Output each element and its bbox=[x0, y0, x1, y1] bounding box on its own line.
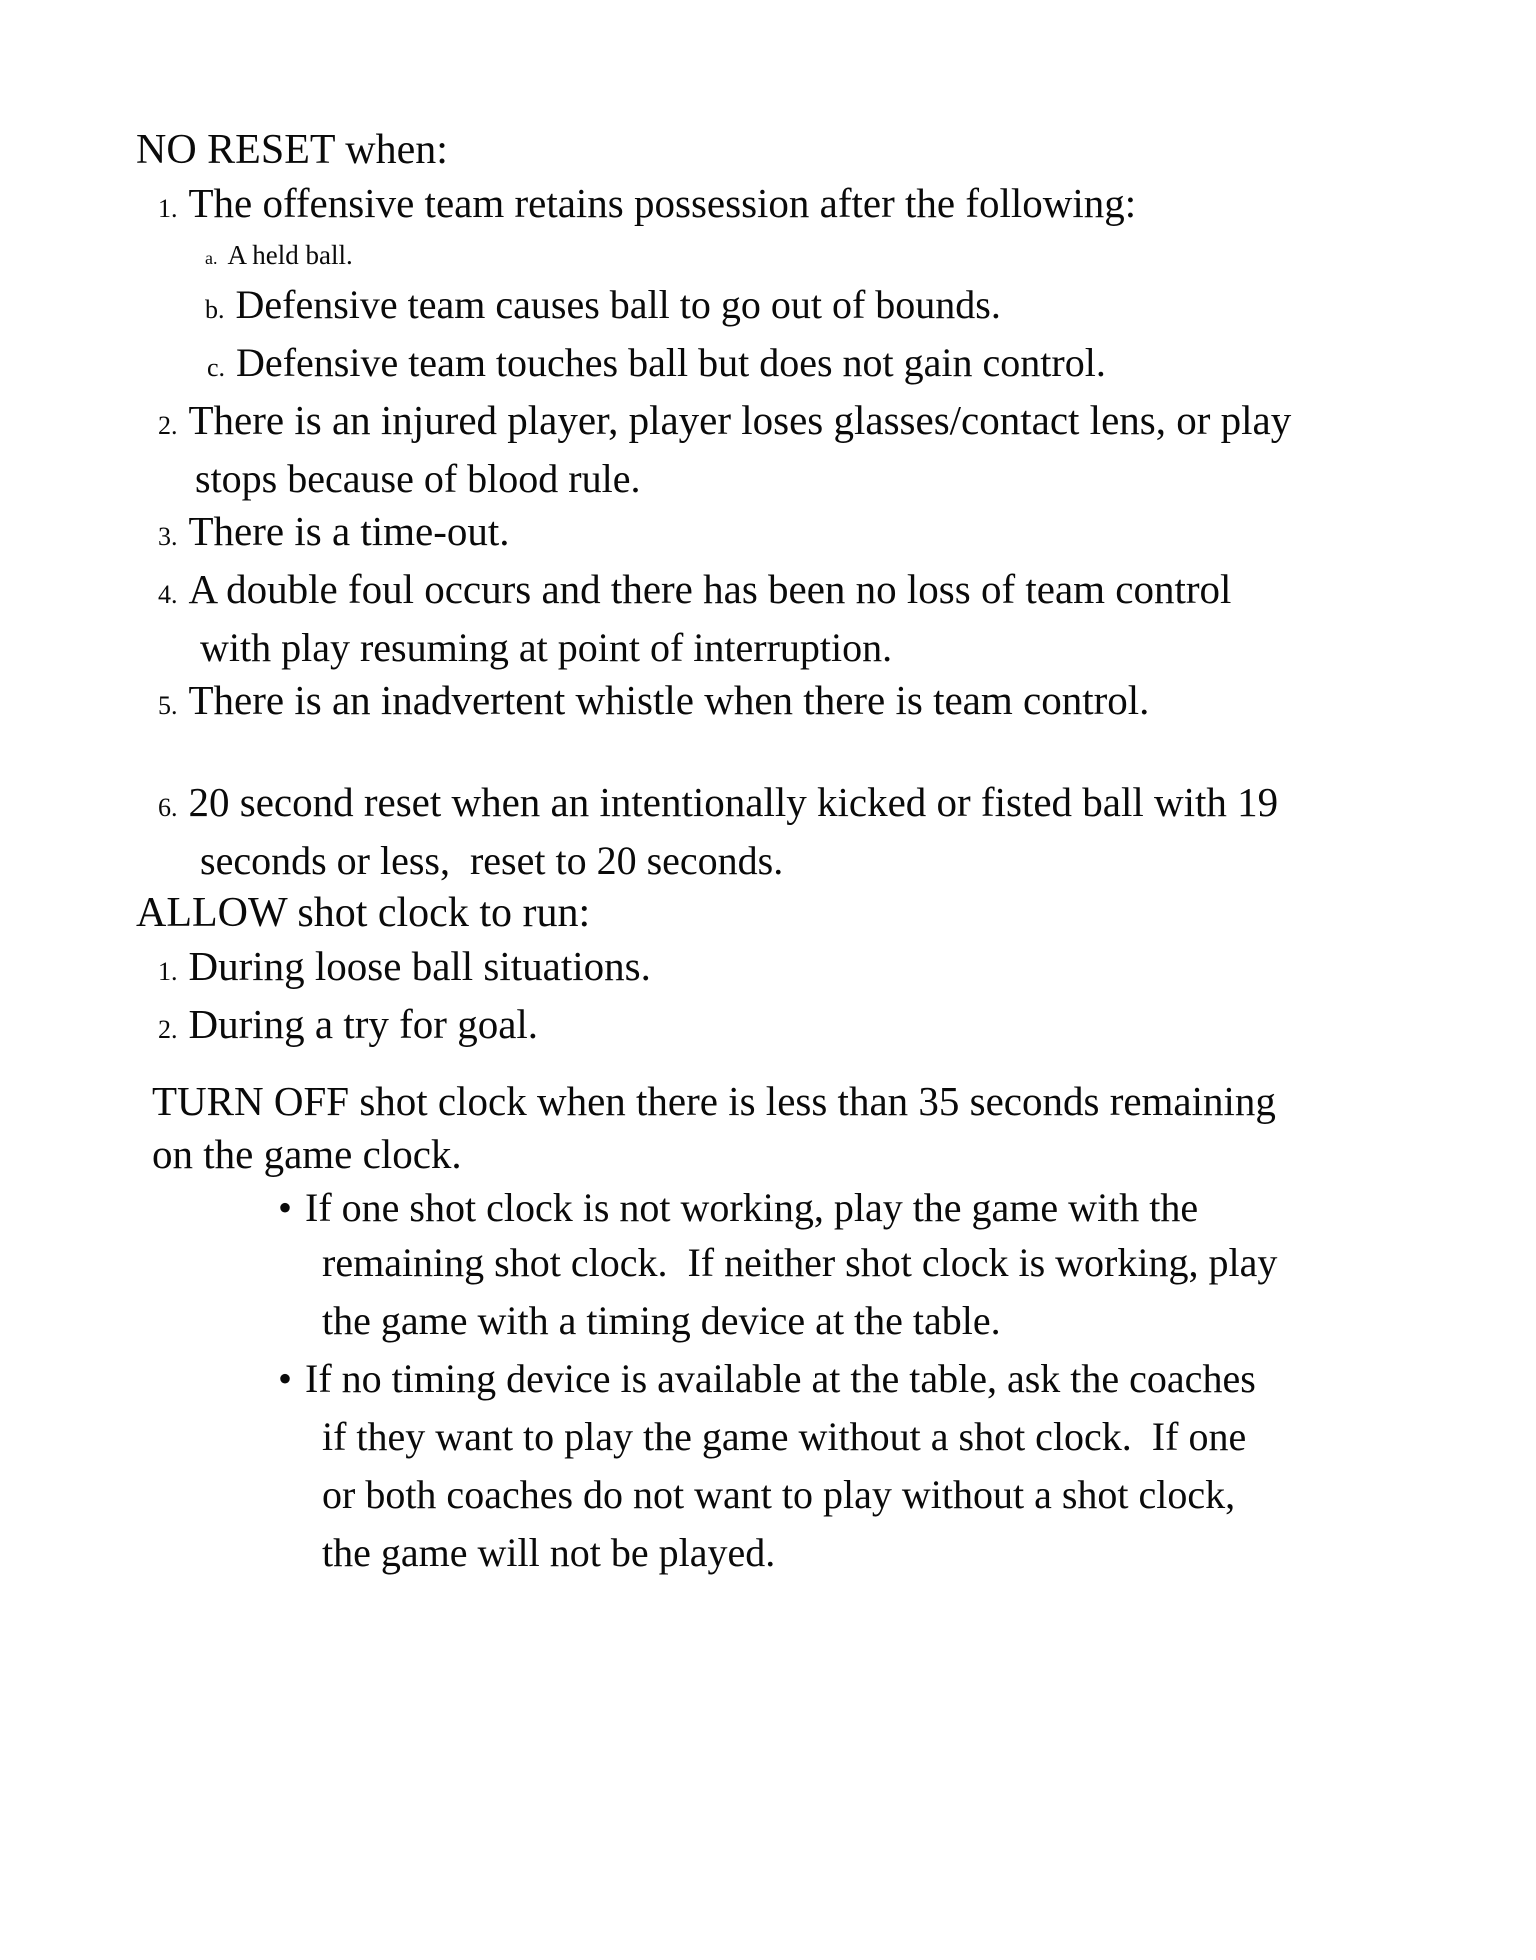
list-number: 6. bbox=[158, 793, 178, 822]
no-reset-item-6-cont: seconds or less, reset to 20 seconds. bbox=[200, 838, 784, 883]
no-reset-item-1a: a. A held ball. bbox=[205, 240, 353, 270]
no-reset-item-3: 3. There is a time-out. bbox=[158, 508, 510, 554]
list-letter: a. bbox=[205, 248, 218, 268]
turn-off-paragraph-line-2: on the game clock. bbox=[152, 1131, 462, 1177]
no-reset-item-1c: c. Defensive team touches ball but does not gain control. bbox=[207, 340, 1106, 385]
bullet-icon: • bbox=[278, 1185, 293, 1230]
list-number: 2. bbox=[158, 1015, 178, 1044]
list-number: 1. bbox=[158, 957, 178, 986]
allow-item-2: 2. During a try for goal. bbox=[158, 1001, 539, 1047]
no-reset-item-6: 6. 20 second reset when an intentionally kicked or fisted ball with 19 bbox=[158, 779, 1279, 825]
bullet-item-1-cont: the game with a timing device at the table. bbox=[322, 1298, 1001, 1343]
no-reset-item-4: 4. A double foul occurs and there has been no loss of team control bbox=[158, 566, 1232, 612]
no-reset-item-2: 2. There is an injured player, player loses glasses/contact lens, or play bbox=[158, 397, 1292, 443]
list-number: 2. bbox=[158, 411, 178, 440]
list-letter: c. bbox=[207, 353, 226, 382]
heading-no-reset: NO RESET when: bbox=[136, 127, 448, 173]
no-reset-item-5: 5. There is an inadvertent whistle when there is team control. bbox=[158, 677, 1150, 723]
list-number: 4. bbox=[158, 580, 178, 609]
bullet-item-2-cont: if they want to play the game without a shot clock. If one bbox=[322, 1414, 1247, 1459]
no-reset-item-2-cont: stops because of blood rule. bbox=[195, 456, 641, 501]
list-number: 1. bbox=[158, 194, 178, 223]
heading-allow: ALLOW shot clock to run: bbox=[136, 890, 591, 936]
no-reset-item-1: 1. The offensive team retains possession after the following: bbox=[158, 180, 1137, 226]
bullet-item-2-cont: or both coaches do not want to play without a shot clock, bbox=[322, 1472, 1236, 1517]
no-reset-item-1b: b. Defensive team causes ball to go out of bounds. bbox=[205, 282, 1001, 327]
no-reset-item-4-cont: with play resuming at point of interruption. bbox=[200, 625, 893, 670]
allow-item-1: 1. During loose ball situations. bbox=[158, 943, 651, 989]
list-letter: b. bbox=[205, 295, 225, 324]
list-number: 3. bbox=[158, 522, 178, 551]
bullet-item-2-cont: the game will not be played. bbox=[322, 1530, 776, 1575]
turn-off-paragraph-line-1: TURN OFF shot clock when there is less than 35 seconds remaining bbox=[152, 1078, 1276, 1124]
bullet-item-1: • If one shot clock is not working, play the game with the bbox=[278, 1185, 1199, 1230]
bullet-icon: • bbox=[278, 1356, 293, 1401]
list-number: 5. bbox=[158, 691, 178, 720]
bullet-item-2: • If no timing device is available at the table, ask the coaches bbox=[278, 1356, 1256, 1401]
bullet-item-1-cont: remaining shot clock. If neither shot clock is working, play bbox=[322, 1240, 1278, 1285]
